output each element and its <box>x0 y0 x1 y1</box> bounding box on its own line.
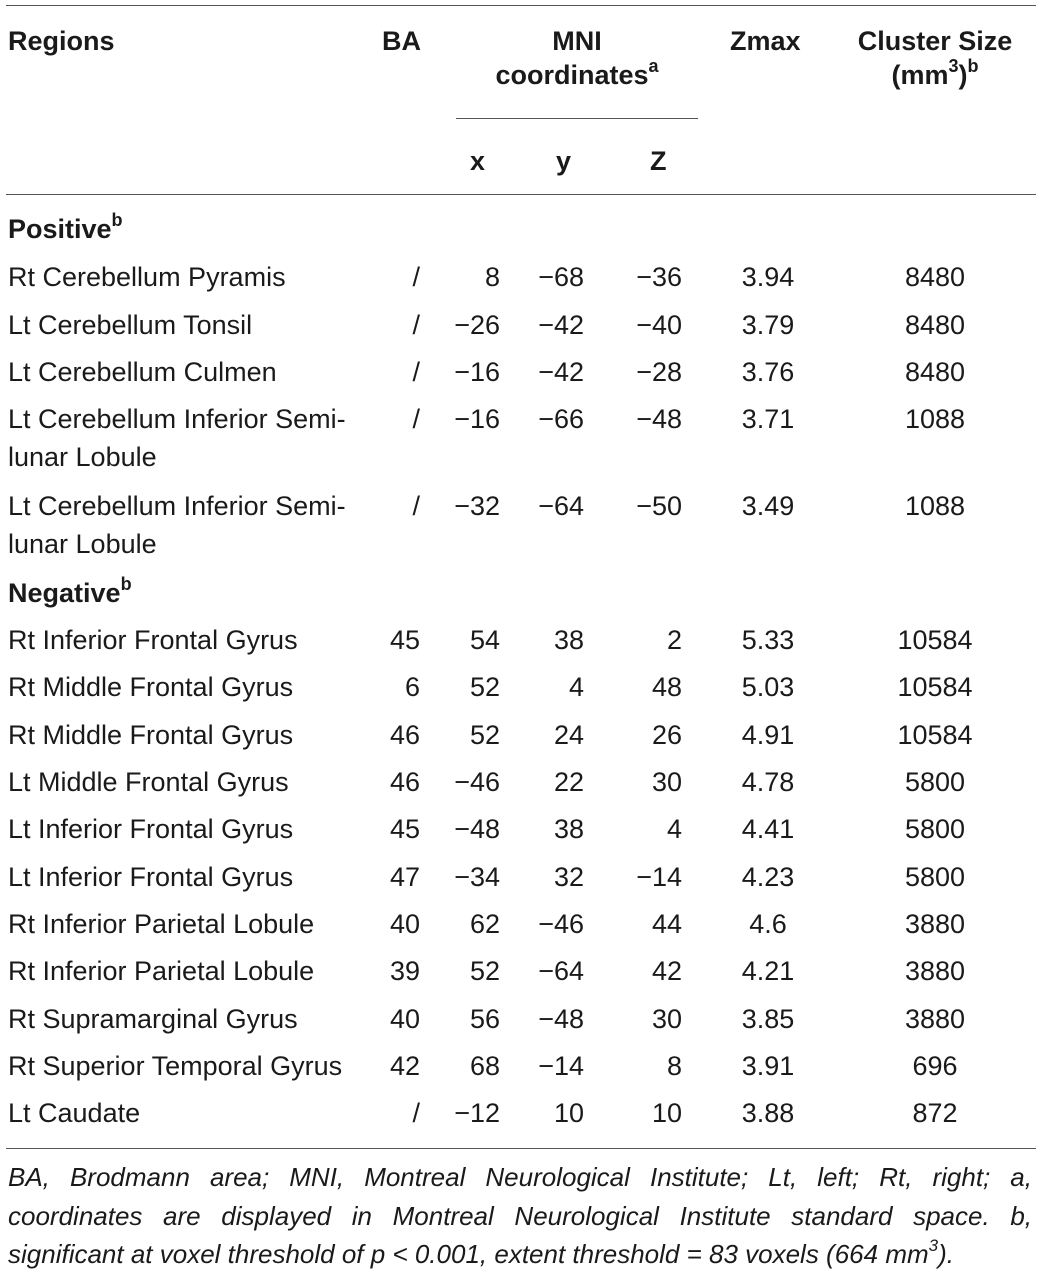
cell-cluster: 872 <box>912 1098 958 1128</box>
header-mni-line2: coordinates$^a$ <box>495 56 659 90</box>
cell-x: 52 <box>469 720 500 750</box>
cell-z: 4 <box>666 814 682 844</box>
cell-y: 38 <box>553 625 584 655</box>
cell-y: 24 <box>553 720 584 750</box>
cell-region: Rt Middle Frontal Gyrus <box>8 672 294 702</box>
cell-region: Lt Caudate <box>8 1098 141 1128</box>
footnote-text: BA, Brodmann area; MNI, Montreal Neurological Institute; Lt, left; Rt, right; a, coordinates are displayed in Montreal Neurological Institute standard space. b, significant at voxel threshold of p < 0.001, extent threshold = 83 voxels (664 mm <box>8 1162 1032 1269</box>
cell-region: Lt Cerebellum Inferior Semi-lunar Lobule <box>8 491 346 559</box>
header-mni-line1: MNI <box>552 26 602 56</box>
table-footnote <box>8 1158 1032 1274</box>
cell-ba: / <box>412 262 420 292</box>
cell-region: Rt Superior Temporal Gyrus <box>8 1051 343 1081</box>
section-positive-label: Positive$^b$ <box>8 210 123 244</box>
cell-region: Rt Inferior Frontal Gyrus <box>8 625 298 655</box>
cell-zmax: 3.94 <box>741 262 795 292</box>
header-regions: Regions <box>8 26 115 56</box>
cell-zmax: 3.79 <box>741 310 795 340</box>
footnote-end: ). <box>938 1239 954 1269</box>
cell-z: 44 <box>651 909 682 939</box>
cell-x: 8 <box>484 262 500 292</box>
cell-ba: 42 <box>389 1051 420 1081</box>
cell-region: Rt Inferior Parietal Lobule <box>8 909 315 939</box>
cell-z: 2 <box>666 625 682 655</box>
cell-x: 52 <box>469 956 500 986</box>
cell-y: −68 <box>538 262 584 292</box>
cell-region: Rt Middle Frontal Gyrus <box>8 720 294 750</box>
cell-x: −46 <box>454 767 500 797</box>
cell-region: Lt Inferior Frontal Gyrus <box>8 862 294 892</box>
cell-cluster: 8480 <box>904 357 966 387</box>
cell-ba: / <box>412 404 420 434</box>
header-cluster-size <box>840 24 1030 92</box>
cell-region: Lt Cerebellum Culmen <box>8 357 277 387</box>
cell-y: −42 <box>538 310 584 340</box>
cell-z: −36 <box>636 262 682 292</box>
cell-y: 10 <box>553 1098 584 1128</box>
cell-cluster: 3880 <box>904 1004 966 1034</box>
cell-ba: 40 <box>389 1004 420 1034</box>
cell-y: 4 <box>568 672 584 702</box>
cell-z: −40 <box>636 310 682 340</box>
cell-zmax: 4.78 <box>741 767 795 797</box>
cell-x: −16 <box>454 357 500 387</box>
cell-y: −42 <box>538 357 584 387</box>
cell-cluster: 1088 <box>904 491 966 521</box>
cell-zmax: 3.88 <box>741 1098 795 1128</box>
cell-z: 48 <box>651 672 682 702</box>
cell-zmax: 5.03 <box>741 672 795 702</box>
cell-x: −48 <box>454 814 500 844</box>
cell-z: −50 <box>636 491 682 521</box>
cell-region: Rt Inferior Parietal Lobule <box>8 956 315 986</box>
cell-cluster: 10584 <box>897 625 973 655</box>
mni-header-rule <box>456 118 698 119</box>
cell-z: 8 <box>666 1051 682 1081</box>
cell-ba: 39 <box>389 956 420 986</box>
header-cluster-exp: 3 <box>948 56 959 76</box>
cell-ba: 45 <box>389 625 420 655</box>
header-ba: BA <box>382 26 421 56</box>
cell-ba: 45 <box>389 814 420 844</box>
cell-cluster: 10584 <box>897 672 973 702</box>
cell-y: −66 <box>538 404 584 434</box>
table-top-rule <box>6 5 1036 6</box>
cell-region: Lt Cerebellum Tonsil <box>8 310 253 340</box>
cell-y: −64 <box>538 491 584 521</box>
cell-zmax: 3.71 <box>741 404 795 434</box>
cell-x: 68 <box>469 1051 500 1081</box>
cell-zmax: 5.33 <box>741 625 795 655</box>
footnote-exp: 3 <box>928 1236 939 1256</box>
header-cluster-line1: Cluster Size <box>857 26 1013 56</box>
cell-x: 52 <box>469 672 500 702</box>
cell-y: 38 <box>553 814 584 844</box>
cell-region: Rt Supramarginal Gyrus <box>8 1004 298 1034</box>
header-bottom-rule <box>6 194 1036 195</box>
cell-x: −16 <box>454 404 500 434</box>
cell-cluster: 5800 <box>904 814 966 844</box>
cell-cluster: 1088 <box>904 404 966 434</box>
cell-cluster: 10584 <box>897 720 973 750</box>
cell-region: Lt Inferior Frontal Gyrus <box>8 814 294 844</box>
cell-zmax: 4.6 <box>749 909 787 939</box>
cell-cluster: 5800 <box>904 767 966 797</box>
cell-zmax: 4.41 <box>741 814 795 844</box>
cell-zmax: 3.91 <box>741 1051 795 1081</box>
cell-x: −26 <box>454 310 500 340</box>
cell-zmax: 4.23 <box>741 862 795 892</box>
cell-z: 30 <box>651 1004 682 1034</box>
cell-x: −32 <box>454 491 500 521</box>
cell-cluster: 3880 <box>904 956 966 986</box>
header-x: x <box>470 146 486 176</box>
cell-x: −34 <box>454 862 500 892</box>
table-bottom-rule <box>6 1148 1036 1149</box>
cell-x: 62 <box>469 909 500 939</box>
cell-y: −46 <box>538 909 584 939</box>
cell-region: Rt Cerebellum Pyramis <box>8 262 286 292</box>
cell-ba: / <box>412 491 420 521</box>
header-y: y <box>556 146 572 176</box>
cell-y: 22 <box>553 767 584 797</box>
header-mni <box>456 24 698 92</box>
cell-x: 56 <box>469 1004 500 1034</box>
cell-zmax: 3.76 <box>741 357 795 387</box>
header-zmax: Zmax <box>730 26 801 56</box>
cell-x: −12 <box>454 1098 500 1128</box>
cell-region: Lt Cerebellum Inferior Semi-lunar Lobule <box>8 404 346 472</box>
cell-y: −48 <box>538 1004 584 1034</box>
cell-z: 10 <box>651 1098 682 1128</box>
cell-zmax: 3.85 <box>741 1004 795 1034</box>
cell-zmax: 4.21 <box>741 956 795 986</box>
cell-x: 54 <box>469 625 500 655</box>
cell-cluster: 5800 <box>904 862 966 892</box>
header-z: Z <box>650 146 667 176</box>
cell-z: −28 <box>636 357 682 387</box>
cell-y: 32 <box>553 862 584 892</box>
cell-ba: / <box>412 1098 420 1128</box>
cell-region: Lt Middle Frontal Gyrus <box>8 767 289 797</box>
cell-zmax: 4.91 <box>741 720 795 750</box>
cell-y: −64 <box>538 956 584 986</box>
cell-cluster: 8480 <box>904 310 966 340</box>
cell-y: −14 <box>538 1051 584 1081</box>
section-negative-label: Negative$^b$ <box>8 574 132 608</box>
header-cluster-sup: b <box>967 56 979 76</box>
cell-cluster: 3880 <box>904 909 966 939</box>
header-cluster-line2: $(mm^3)^b$ <box>891 56 979 90</box>
header-mni-sup: a <box>648 56 659 76</box>
cell-ba: / <box>412 357 420 387</box>
cell-cluster: 8480 <box>904 262 966 292</box>
cell-ba: 46 <box>389 767 420 797</box>
cell-ba: 46 <box>389 720 420 750</box>
cell-ba: 47 <box>389 862 420 892</box>
cell-z: 30 <box>651 767 682 797</box>
cell-ba: 6 <box>404 672 420 702</box>
cell-ba: / <box>412 310 420 340</box>
cell-zmax: 3.49 <box>741 491 795 521</box>
cell-z: 26 <box>651 720 682 750</box>
cell-z: −14 <box>636 862 682 892</box>
cell-z: 42 <box>651 956 682 986</box>
cell-cluster: 696 <box>912 1051 958 1081</box>
cell-z: −48 <box>636 404 682 434</box>
cell-ba: 40 <box>389 909 420 939</box>
